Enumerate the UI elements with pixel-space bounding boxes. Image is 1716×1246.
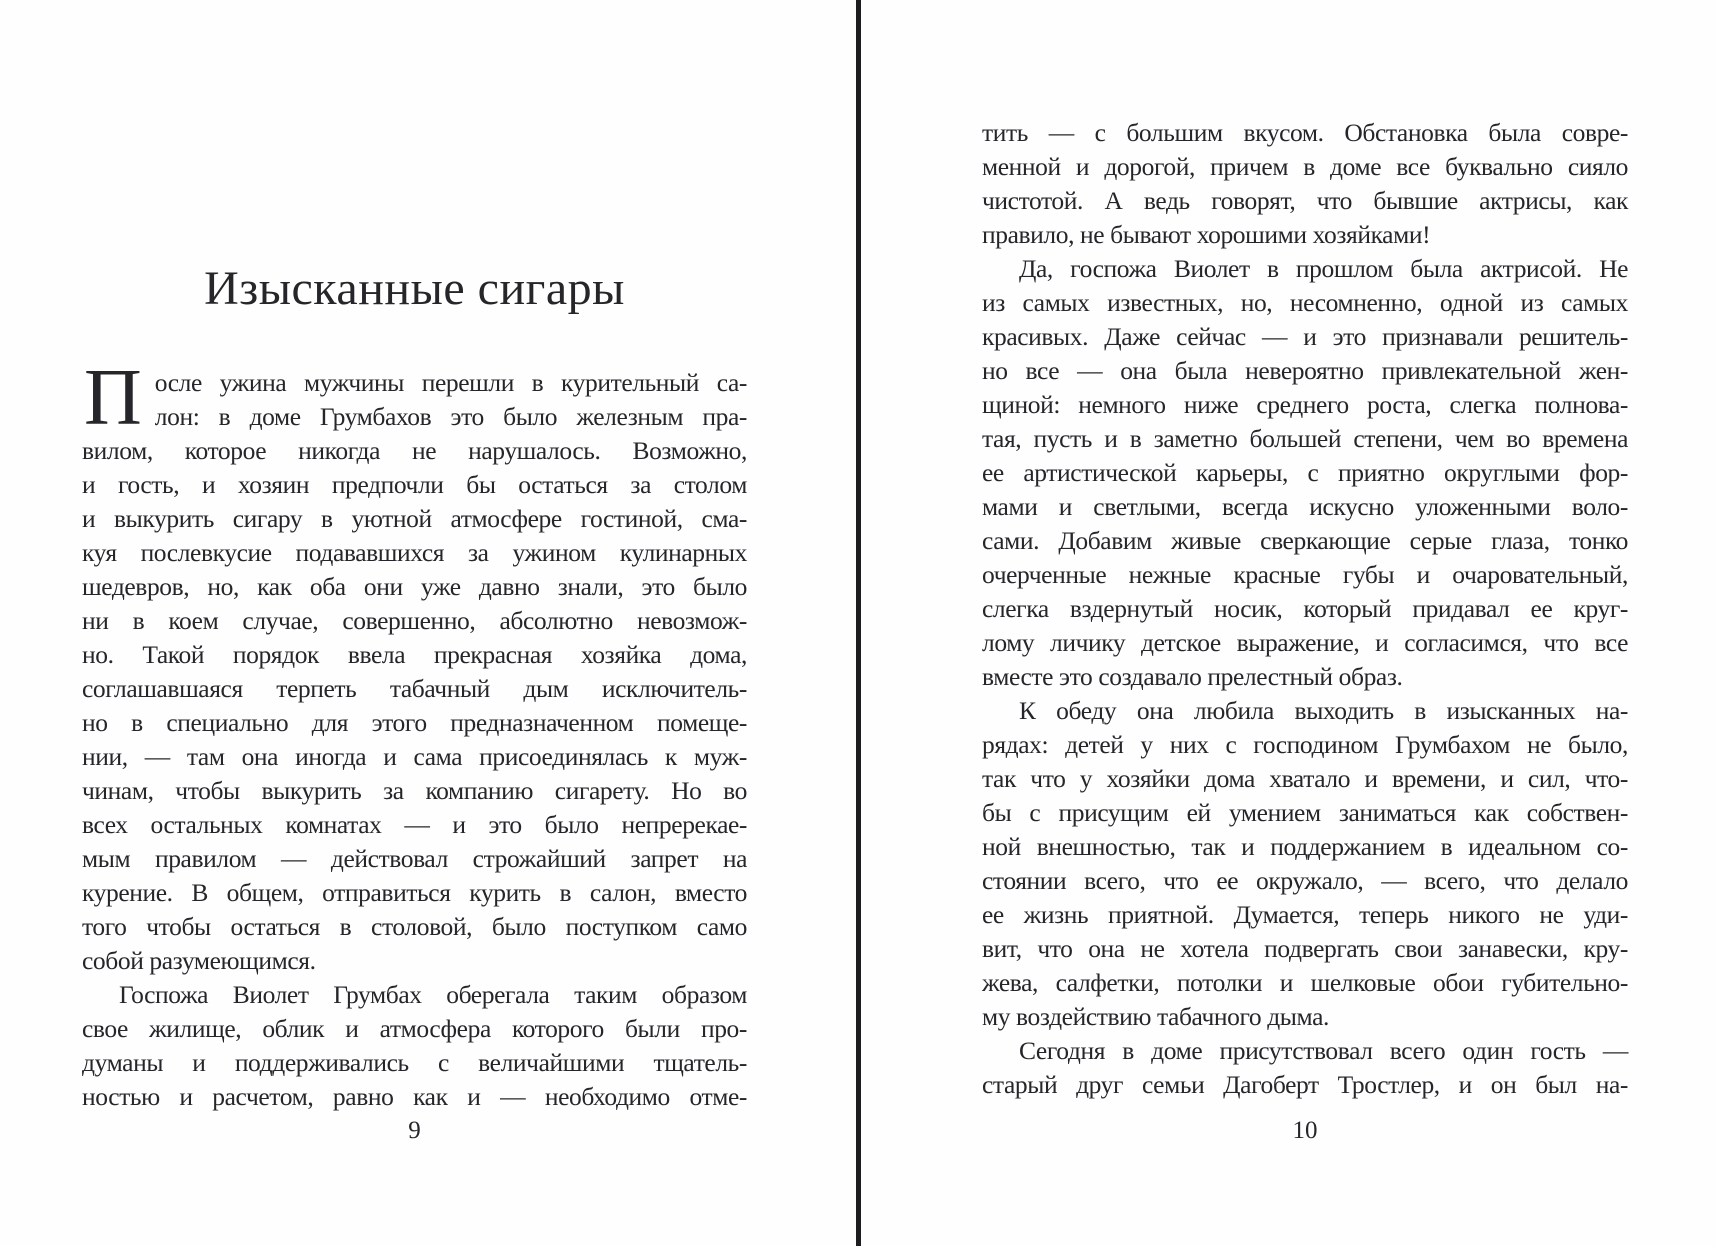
text-line: нии, — там она иногда и сама присоединялась к муж- (82, 742, 747, 771)
text-line: мами и светлыми, всегда искусно уложенными воло- (982, 492, 1628, 521)
text-line: думаны и поддерживались с величайшими тщатель- (82, 1048, 747, 1077)
text-line: чинам, чтобы выкурить за компанию сигарету. Но во (82, 776, 747, 805)
text-line: тить — с большим вкусом. Обстановка была совре- (982, 118, 1628, 147)
text-line: собой разумеющимся. (82, 946, 316, 975)
text-line: и выкурить сигару в уютной атмосфере гостиной, сма- (82, 504, 747, 533)
text-line: свое жилище, облик и атмосфера которого были про- (82, 1014, 747, 1043)
text-line: из самых известных, но, несомненно, одной из самых (982, 288, 1628, 317)
text-line: соглашавшаяся терпеть табачный дым исключитель- (82, 674, 747, 703)
left-page-content (82, 0, 747, 1114)
text-line: сами. Добавим живые сверкающие серые глаза, тонко (982, 526, 1628, 555)
text-line: вместе это создавало прелестный образ. (982, 662, 1403, 691)
text-line: му воздействию табачного дыма. (982, 1002, 1329, 1031)
right-page-content (982, 116, 1628, 1102)
left-page-number: 9 (408, 1117, 421, 1144)
text-line: менной и дорогой, причем в доме все буквально сияло (982, 152, 1628, 181)
text-line: лому личику детское выражение, и согласимся, что все (982, 628, 1628, 657)
paragraph (982, 694, 1628, 1034)
text-line: бы с присущим ей умением заниматься как собствен- (982, 798, 1628, 827)
text-line: старый друг семьи Дагоберт Тростлер, и он был на- (982, 1070, 1628, 1099)
text-line: лон: в доме Грумбахов это было железным пра- (154, 402, 747, 431)
text-line: Госпожа Виолет Грумбах оберегала таким образом (119, 980, 747, 1009)
text-line: щиной: немного ниже среднего роста, слегка полнова- (982, 390, 1628, 419)
text-line: ни в коем случае, совершенно, абсолютно невозмож- (82, 606, 747, 635)
paragraph (982, 116, 1628, 252)
text-line: но все — она была невероятно привлекательной жен- (982, 356, 1628, 385)
text-line: чистотой. А ведь говорят, что бывшие актрисы, как (982, 186, 1628, 215)
text-line: правило, не бывают хорошими хозяйками! (982, 220, 1431, 249)
text-line: ностью и расчетом, равно как и — необходимо отме- (82, 1082, 747, 1111)
text-line: куя послевкусие подававшихся за ужином кулинарных (82, 538, 747, 567)
right-page-text (982, 116, 1628, 1102)
text-line: очерченные нежные красные губы и очаровательный, (982, 560, 1628, 589)
text-line: К обеду она любила выходить в изысканных на- (1019, 696, 1628, 725)
text-line: так что у хозяйки дома хватало и времени, и сил, что- (982, 764, 1628, 793)
text-line: стоянии всего, что ее окружало, — всего, что делало (982, 866, 1628, 895)
text-line: мым правилом — действовал строжайший запрет на (82, 844, 747, 873)
left-page (0, 0, 856, 1246)
text-line: ее жизнь приятной. Думается, теперь никого не уди- (982, 900, 1628, 929)
text-line: но в специально для этого предназначенном помеще- (82, 708, 747, 737)
text-line: тая, пусть и в заметно большей степени, чем во времена (982, 424, 1628, 453)
text-line: вилом, которое никогда не нарушалось. Возможно, (82, 436, 747, 465)
text-line: Сегодня в доме присутствовал всего один гость — (1019, 1036, 1628, 1065)
left-page-text (82, 354, 747, 1114)
paragraph (82, 354, 747, 978)
text-line: шедевров, но, как оба они уже давно знали, это было (82, 572, 747, 601)
right-page-number: 10 (1292, 1117, 1318, 1144)
paragraph (982, 1034, 1628, 1102)
text-line: ной внешностью, так и поддержанием в идеальном со- (982, 832, 1628, 861)
text-line: того чтобы остаться в столовой, было поступком само (82, 912, 747, 941)
text-line: ее артистической карьеры, с приятно округлыми фор- (982, 458, 1628, 487)
text-line: осле ужина мужчины перешли в курительный са- (154, 368, 747, 397)
paragraph (982, 252, 1628, 694)
paragraph (82, 978, 747, 1114)
chapter-title: Изысканные сигары (204, 262, 625, 315)
text-line: но. Такой порядок ввела прекрасная хозяйка дома, (82, 640, 747, 669)
text-line: слегка вздернутый носик, который придавал ее круг- (982, 594, 1628, 623)
right-page (861, 0, 1716, 1246)
text-line: рядах: детей у них с господином Грумбахом не было, (982, 730, 1628, 759)
text-line: и гость, и хозяин предпочли бы остаться за столом (82, 470, 747, 499)
text-line: курение. В общем, отправиться курить в салон, вместо (82, 878, 747, 907)
text-line: красивых. Даже сейчас — и это признавали решитель- (982, 322, 1628, 351)
drop-cap-letter: П (84, 354, 142, 442)
text-line: Да, госпожа Виолет в прошлом была актрисой. Не (1019, 254, 1628, 283)
text-line: вит, что она не хотела подвергать свои занавески, кру- (982, 934, 1628, 963)
text-line: жева, салфетки, потолки и шелковые обои губительно- (982, 968, 1628, 997)
text-line: всех остальных комнатах — и это было непререкае- (82, 810, 747, 839)
